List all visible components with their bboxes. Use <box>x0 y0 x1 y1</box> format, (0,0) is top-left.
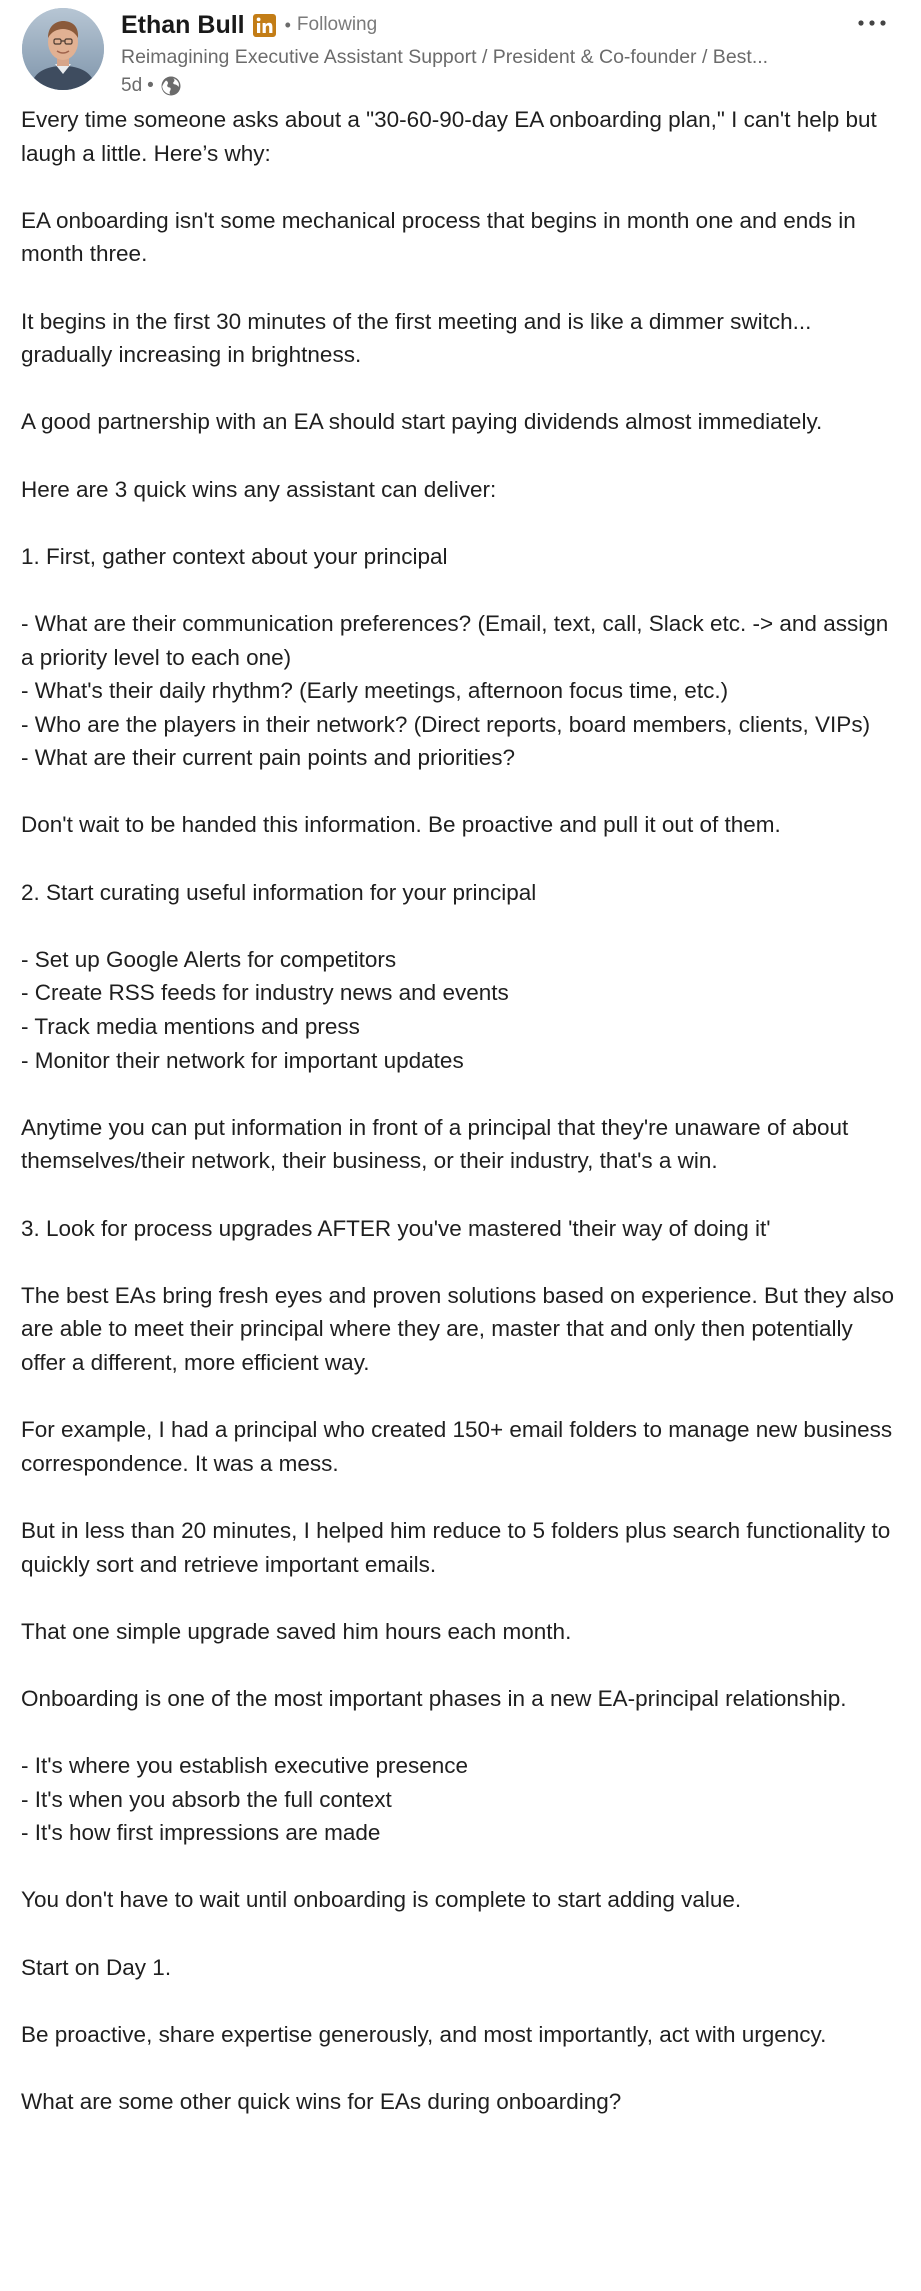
post-paragraph: Here are 3 quick wins any assistant can deliver: <box>21 476 497 502</box>
post-paragraph: Don't wait to be handed this information. Be proactive and pull it out of them. <box>21 812 781 838</box>
post-paragraph: 3. Look for process upgrades AFTER you've mastered 'their way of doing it' <box>21 1215 771 1241</box>
author-name-row <box>121 8 377 42</box>
post-paragraph: Be proactive, share expertise generously, and most importantly, act with urgency. <box>21 2021 827 2047</box>
post-paragraph: That one simple upgrade saved him hours each month. <box>21 1618 572 1644</box>
post-body <box>21 103 901 2119</box>
post-paragraph: Start on Day 1. <box>21 1954 172 1980</box>
post-paragraph: Every time someone asks about a "30-60-90-day EA onboarding plan," I can't help but laugh a little. Here’s why: <box>21 107 877 166</box>
post-header <box>22 8 902 98</box>
post-paragraph: - What are their communication preferences? (Email, text, call, Slack etc. -> and assign a priority level to each one) - What's their daily rhythm? (Early meetings, afternoon focus time, etc.) - Who are the players in their network? (Direct reports, board members, clients, VIPs) - What are their current pain points and priorities? <box>21 610 889 771</box>
post-paragraph: What are some other quick wins for EAs during onboarding? <box>21 2089 622 2115</box>
follow-status[interactable]: Following <box>296 14 378 35</box>
avatar[interactable] <box>22 8 104 90</box>
post-paragraph: A good partnership with an EA should start paying dividends almost immediately. <box>21 409 823 435</box>
post-paragraph: 2. Start curating useful information for your principal <box>21 879 537 905</box>
author-headline: Reimagining Executive Assistant Support / President & Co-founder / Best... <box>121 46 769 68</box>
separator-dot: • <box>284 14 291 35</box>
post-paragraph: Onboarding is one of the most important phases in a new EA-principal relationship. <box>21 1685 847 1711</box>
post-paragraph: But in less than 20 minutes, I helped him reduce to 5 folders plus search functionality to quickly sort and retrieve important emails. <box>21 1517 891 1577</box>
more-horizontal-icon <box>857 14 887 32</box>
linkedin-icon <box>253 14 276 37</box>
post-paragraph: 1. First, gather context about your principal <box>21 543 448 569</box>
post-time[interactable]: 5d <box>121 75 143 96</box>
globe-icon <box>160 75 182 97</box>
post-paragraph: It begins in the first 30 minutes of the first meeting and is like a dimmer switch... gradually increasing in brightness. <box>21 308 812 368</box>
post-paragraph: - It's where you establish executive presence - It's when you absorb the full context - It's how first impressions are made <box>21 1753 469 1846</box>
author-name[interactable]: Ethan Bull <box>121 10 245 39</box>
meta-separator: • <box>147 75 154 96</box>
post-meta <box>121 73 182 99</box>
post-paragraph: EA onboarding isn't some mechanical process that begins in month one and ends in month three. <box>21 207 856 267</box>
more-options-button[interactable] <box>850 8 894 38</box>
post-paragraph: Anytime you can put information in front of a principal that they're unaware of about themselves/their network, their business, or their industry, that's a win. <box>21 1114 849 1174</box>
post-paragraph: The best EAs bring fresh eyes and proven solutions based on experience. But they also are able to meet their principal where they are, master that and only then potentially offer a different, more efficient way. <box>21 1282 895 1375</box>
post-paragraph: - Set up Google Alerts for competitors - Create RSS feeds for industry news and events - Track media mentions and press - Monitor their network for important updates <box>21 946 509 1073</box>
post-paragraph: You don't have to wait until onboarding is complete to start adding value. <box>21 1887 742 1913</box>
post-paragraph: For example, I had a principal who created 150+ email folders to manage new business correspondence. It was a mess. <box>21 1417 893 1476</box>
